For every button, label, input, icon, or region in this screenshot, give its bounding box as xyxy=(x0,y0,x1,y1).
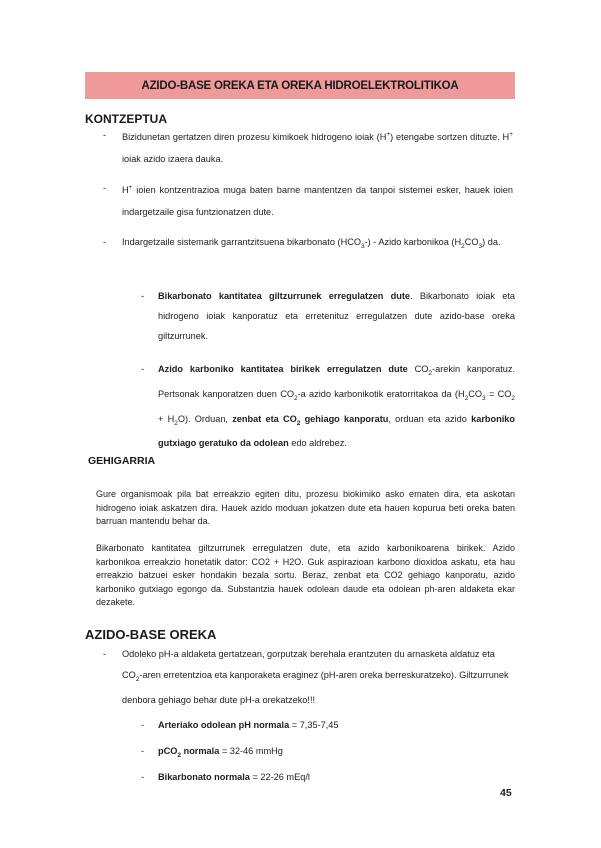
bullet-text: Bizidunetan gertatzen diren prozesu kimikoek hidrogeno ioiak (H+) etengabe sortzen dituzte. H+ ioiak azido izaera dauka. xyxy=(122,131,513,165)
bullet-text: Odoleko pH-a aldaketa gertatzean, gorputzak berehala erantzuten du arnasketa aldatuz eta $CO_2$-aren erretentzioa eta kanporaketa eraginez (pH-aren oreka berreskuratzeko). Giltzurrunek denbora gehiago behar dute pH-a orekatzeko!!! xyxy=(122,649,509,705)
bullet-text: Indargetzaile sistemarik garrantzitsuena bikarbonato $(HCO_3-)$ - Azido karbonikoa $(H_2CO_3)$ da. xyxy=(122,237,501,250)
bullet-dash: - xyxy=(103,183,107,193)
page-title-banner xyxy=(85,72,515,99)
page-title: AZIDO-BASE OREKA ETA OREKA HIDROELEKTROLITIKOA xyxy=(141,79,459,92)
bullet-dash: - xyxy=(141,291,145,301)
bullet-dash: - xyxy=(103,649,107,659)
normal-value-pco2: - pCO$_2$ normala = 32-46 mmHg xyxy=(141,746,283,759)
bullet-dash: - xyxy=(141,364,145,374)
subbullet-text: Azido karboniko kantitatea birikek erregulatzen dute $CO_2$-arekin kanporatuz. Pertsonak kanporatzen duen $CO_2-a$ azido karbonikotik eratorritakoa da $(H_2CO_3 = CO_2 + H_2O)$. Orduan, zenbat eta $CO_2$ gehiago kanporatu, orduan eta azido karboniko gutxiago geratuko da odolean edo aldrebez. xyxy=(158,364,516,449)
bullet-dash: - xyxy=(103,237,107,247)
gehigarria-paragraph-2: Bikarbonato kantitatea giltzurrunek erregulatzen dute, eta azido karbonikoarena birikek. Azido karbonikoa erreakzio honetatik dator: CO2 + H2O. Guk aspirazioan karbono dioxidoa askatu, eta hau erreakzio batzuei esker hondakin bezala sortu. Beraz, zenbat eta CO2 gehiago kanporatu, azido karboniko gutxiago egongo da. Substantzia hauek odolean daude eta odolean ph-aren aldaketa ekar dezakete. xyxy=(96,543,515,607)
normal-value-bicarbonate: - Bikarbonato normala = 22-26 mEq/l xyxy=(141,772,310,782)
normal-value-ph: - Arteriako odolean pH normala = 7,35-7,45 xyxy=(141,720,339,730)
section-heading-kontzeptua: KONTZEPTUA xyxy=(85,112,167,126)
section-heading-gehigarria: GEHIGARRIA xyxy=(88,455,156,467)
section-heading-azido-base-oreka: AZIDO-BASE OREKA xyxy=(85,627,217,642)
page-number: 45 xyxy=(500,787,512,799)
subbullet-text: Bikarbonato kantitatea giltzurrunek erregulatzen dute. Bikarbonato ioiak eta hidrogeno ioiak kanporatuz eta erretenituz erregulatzen dute azido-base oreka giltzurrunek. xyxy=(158,291,515,341)
bullet-dash: - xyxy=(103,130,107,140)
gehigarria-paragraph-1: Gure organismoak pila bat erreakzio egiten ditu, prozesu biokimiko asko ematen dira, eta askotan hidrogeno ioiak askatzen dira. Hauek azido moduan jokatzen dute eta hauen kopurua beti oreka baten barruan mantendu behar da. xyxy=(96,489,515,526)
bullet-text: H+ ioien kontzentrazioa muga baten barne mantentzen da tanpoi sistemei esker, hauek ioien indargetzaile gisa funtzionatzen dute. xyxy=(122,184,513,218)
